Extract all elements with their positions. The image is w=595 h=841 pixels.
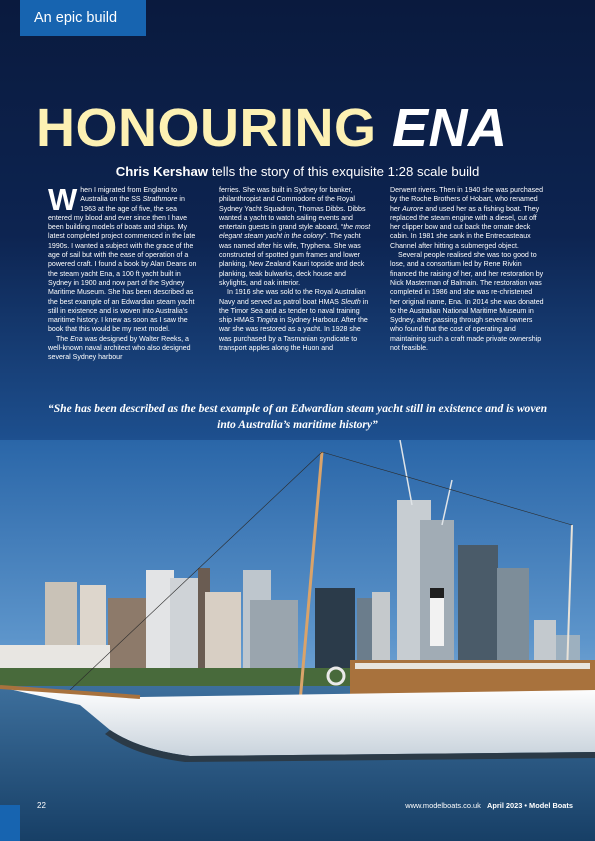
paragraph [48, 182, 202, 335]
quotation: the most elegant steam yacht in the colony [219, 224, 371, 241]
footer-info [405, 801, 573, 810]
body-text: was designed by Walter Reeks, a well-known naval architect who also designed several Sydney harbour [48, 335, 191, 362]
standfirst [0, 163, 595, 181]
standfirst-text: tells the story of this exquisite 1:28 scale build [208, 164, 480, 179]
section-tab: An epic build [20, 0, 146, 36]
paragraph: Several people realised she was too good to lose, and a consortium led by Rene Rivkin financed the raising of her, and her restoration by Nick Masterman of Balmain. The restoration was completed in 1986 and she was re-christened her original name, Ena. In 2014 she was donated to the Australian National Maritime Museum in Sydney, after passing through several owners who found that the cost of operating and maintaining such a craft made private ownership not feasible. [390, 252, 544, 353]
body-text: hen I migrated from England to Australia on the SS [80, 187, 178, 204]
body-text: Derwent rivers. Then in 1940 she was purchased by the Roche Brothers of Hobart, who renamed her [390, 187, 544, 213]
paragraph [219, 288, 373, 353]
body-text: The [56, 335, 71, 343]
headline [36, 96, 576, 160]
body-text: in 1963 at the age of five, the sea entered my blood and ever since then I have been building models of boats and ships. My latest completed project commenced in the late 1990s. I wanted a subject with the grace of the age of sail but with the ease of operation of a powered craft. I found a book by Alan Deans on the steam yacht Ena, a 100 ft yacht built in Sydney in 1900 and now part of the Sydney Maritime Museum. She has been described as the best example of an Edwardian steam yacht still in existence and is woven into Australia’s maritime history. I knew as soon as I saw the book that this would be my next model. [48, 196, 197, 334]
body-text: in the Timor Sea and as tender to naval training ship HMAS [219, 298, 369, 325]
body-text: and used her as a fishing boat. They replaced the steam engine with a diesel, cut off her clipper bow and cut back the ornate deck cabin. In 1981 she sank in the Entrecasteaux Channel after hitting a submerged object. [390, 205, 540, 250]
body-column-1 [48, 182, 202, 363]
ship-name: Aurore [402, 205, 424, 213]
page-number: 22 [37, 801, 46, 810]
headline-part-2: ENA [392, 98, 508, 158]
body-column-3 [390, 186, 544, 353]
body-text: In 1916 she was sold to the Royal Australian Navy and served as patrol boat HMAS [219, 289, 366, 306]
headline-part-1: HONOURING [36, 98, 392, 158]
page-corner-tab [0, 805, 20, 841]
ship-name: Strathmore [142, 196, 178, 204]
pull-quote: “She has been described as the best example of an Edwardian steam yacht still in existence and is woven into Australia’s maritime history” [47, 402, 548, 431]
body-text: ”. The yacht was named after his wife, Tryphena. She was constructed of spotted gum frames and lower planking, New Zealand Kauri topside and deck planking, teak bulwarks, deck house and skylights, and oak interior. [219, 233, 365, 287]
ship-name: Ena [70, 335, 83, 343]
footer-issue: April 2023 • Model Boats [487, 801, 573, 810]
paragraph [390, 186, 544, 251]
body-text: ferries. She was built in Sydney for banker, philanthropist and Commodore of the Royal Sydney Yacht Squadron, Thomas Dibbs. Dibbs wanted a yacht to watch sailing events and entertain guests in grand style aboard, “ [219, 187, 366, 232]
footer-website: www.modelboats.co.uk [405, 801, 481, 810]
body-column-2 [219, 186, 373, 353]
author-name: Chris Kershaw [115, 164, 209, 179]
photo-steam-yacht-sydney-harbour [0, 440, 595, 841]
ship-name: Sleuth [340, 298, 361, 306]
body-text: in Sydney Harbour. After the war she was restored as a yacht. In 1928 she was purchased by a Tasmanian syndicate to transport apples along the Huon and [219, 317, 368, 353]
ship-name: Tingira [256, 317, 278, 325]
drop-cap: W [48, 182, 78, 217]
paragraph [48, 335, 202, 363]
paragraph [219, 186, 373, 288]
